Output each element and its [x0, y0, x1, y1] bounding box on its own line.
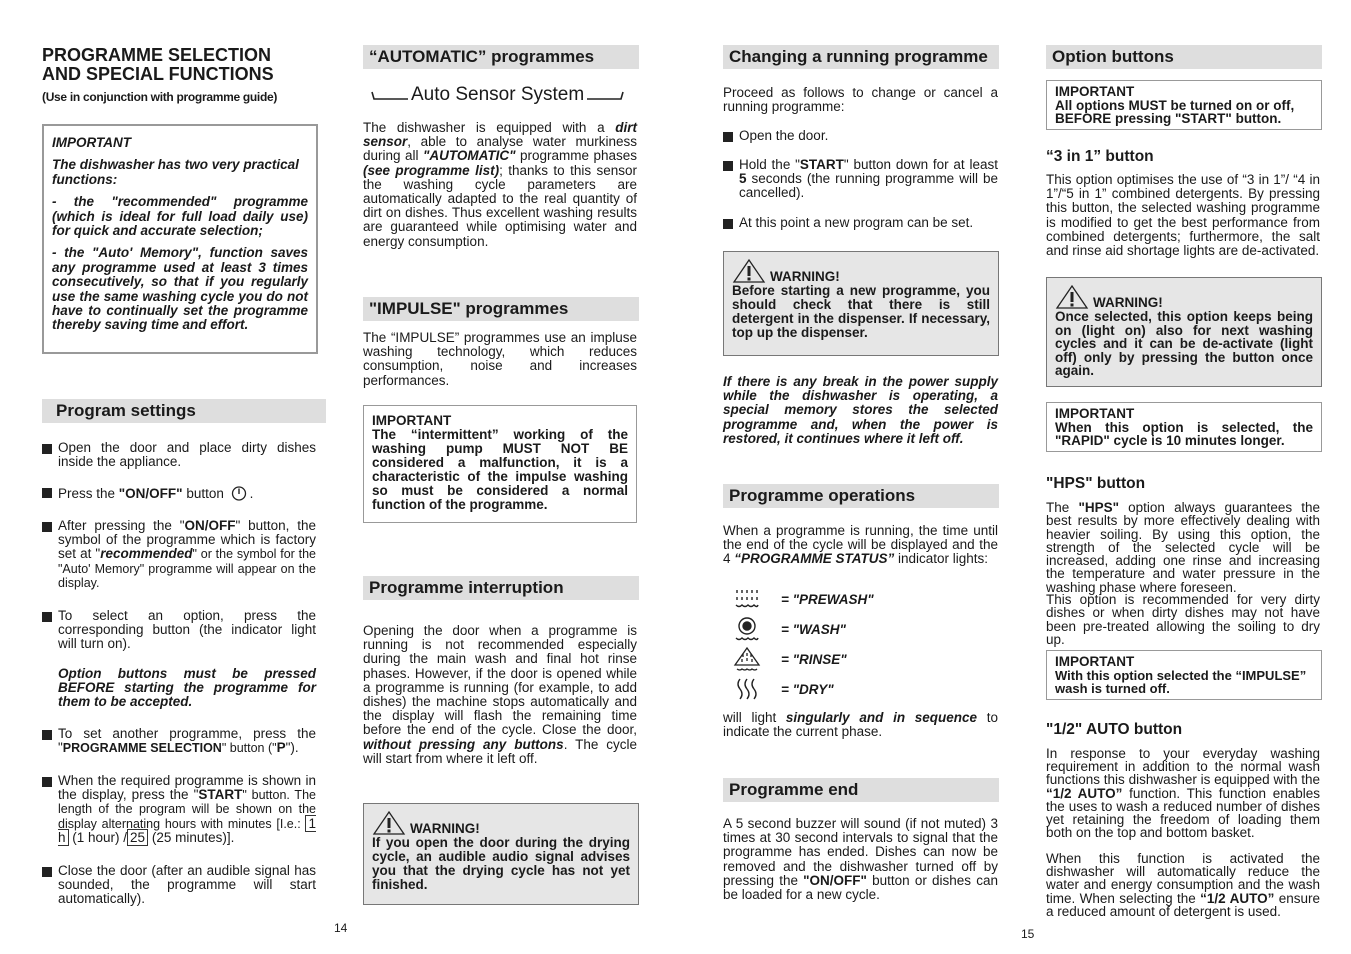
three-in-one-heading: “3 in 1” button [1046, 148, 1154, 165]
detergent-warning-box [723, 251, 999, 356]
ps-bullet-2: Press the "ON/OFF" button . [42, 485, 316, 504]
program-settings-heading: Program settings [42, 399, 326, 423]
status-row-prewash [733, 587, 874, 611]
impulse-off-important-text: With this option selected the “IMPULSE” wash is turned off. [1055, 667, 1307, 696]
impulse-important-box [363, 405, 637, 523]
rapid-important-heading: IMPORTANT [1055, 406, 1135, 421]
status-label-wash: = "WASH" [781, 621, 846, 637]
option-buttons-heading: Option buttons [1046, 45, 1322, 69]
detergent-warning-header [732, 258, 990, 284]
operations-heading: Programme operations [723, 484, 999, 508]
impulse-important-heading: IMPORTANT [372, 413, 452, 428]
automatic-heading: “AUTOMATIC” programmes [363, 45, 639, 69]
detergent-warning-text: Before starting a new programme, you should check that there is still detergent in the dispenser. If necessary, top up the dispenser. [732, 283, 990, 340]
impulse-important-text: The “intermittent” working of the washing pump MUST NOT BE considered a malfunction, it is a characteristic of the impulse washing so must be considered a normal function of the programme. [372, 427, 628, 512]
status-row-dry [733, 677, 834, 701]
changing-bullet-1: Open the door. [723, 129, 998, 143]
half-auto-paragraph-2: When this function is activated the dishwasher will automatically reduce the water and energy consumption and the wash time. When selecting the “1/2 AUTO” ensure a reduced amount of detergent is used. [1046, 851, 1320, 919]
changing-heading: Changing a running programme [723, 45, 999, 69]
logo-right-bracket [586, 88, 624, 102]
hps-paragraph: The "HPS" option always guarantees the best results by more effectively dealing with heavier soiling. By using this option, the strength of the selected cycle will be increased, adding one rinse and increasing the temperature and water pressure in the washing phase where foreseen. [1046, 500, 1321, 595]
ps-bullet-3: After pressing the "ON/OFF" button, the symbol of the programme which is factory set at "recommended" or the symbol for the "Auto' Memory" programme will appear on the display. [42, 519, 316, 590]
half-auto-heading: "1/2" AUTO button [1046, 721, 1183, 738]
auto-sensor-logo [371, 84, 624, 106]
hps-heading: "HPS" button [1046, 475, 1146, 492]
ps-bullet-1: Open the door and place dirty dishes inside the appliance. [42, 441, 316, 469]
hps-paragraph-2: This option is recommended for very dirty dishes or when dirty dishes may not have been pre-treated allowing the soiling to dry up. [1046, 592, 1320, 647]
page-subtitle: (Use in conjunction with programme guide) [42, 90, 278, 104]
page-number-left: 14 [334, 921, 348, 935]
ps-bullet-4: To select an option, press the corresponding button (the indicator light will turn on). [42, 609, 316, 652]
display-hours-sample: 1 h [58, 815, 316, 845]
impulse-off-important-heading: IMPORTANT [1055, 654, 1135, 669]
drying-warning-header [372, 810, 630, 836]
warning-icon [1055, 284, 1089, 310]
three-in-one-paragraph: This option optimises the use of “3 in 1”/ “4 in 1”/“5 in 1” combined detergents. By pressing this button, the selected washing programme is modified to get the best performance from combined detergents; furthermore, the salt and rinse aid shortage lights are de-activated. [1046, 172, 1320, 259]
ps-bullet-7: Close the door (after an audible signal has sounded, the programme will start automatically). [42, 864, 316, 907]
option-warning-box [1046, 277, 1322, 387]
important-box [42, 124, 318, 354]
status-label-rinse: = "RINSE" [781, 651, 847, 667]
options-important-box [1046, 80, 1322, 130]
options-important-heading: IMPORTANT [1055, 84, 1135, 99]
option-warning-text: Once selected, this option keeps being on (light on) also for next washing cycles and it can be de-activate (light off) only by pressing the button once again. [1055, 309, 1313, 378]
warning-icon [732, 258, 766, 284]
interruption-paragraph: Opening the door when a programme is running is not recommended especially during the main wash and final hot rinse phases. However, if the door is opened while a programme is running (for example, to add dishes) the machine stops automatically and the display will flash the remaining time before the end of the cycle. Close the door, without pressing any buttons. The cycle will start from where it left off. [363, 623, 638, 766]
ps-bullet-6: When the required programme is shown in the display, press the "START" button. The length of the program will be shown on the display alternating hours with minutes [I.e.: 1 h (1 hour) / 25 (25 minutes)]. [42, 774, 316, 845]
end-heading: Programme end [723, 778, 999, 802]
status-row-wash [733, 617, 846, 641]
drying-warning-heading: WARNING! [410, 821, 480, 836]
changing-paragraph: Proceed as follows to change or cancel a running programme: [723, 85, 998, 115]
page-title [42, 46, 274, 84]
rapid-important-box [1046, 402, 1322, 452]
page-title-line1: PROGRAMME SELECTION [42, 45, 272, 65]
auto-sensor-logo-text: Auto Sensor System [411, 84, 585, 105]
ps-bullet-5: To set another programme, press the "PROGRAMME SELECTION" button ("P"). [42, 727, 316, 755]
detergent-warning-heading: WARNING! [770, 269, 840, 284]
power-break-note: If there is any break in the power supply while the dishwasher is operating, a special memory stores the selected programme and, when the power is restored, it continues where it left off. [723, 374, 998, 446]
dry-icon [733, 677, 761, 701]
status-label-prewash: = "PREWASH" [781, 591, 874, 607]
automatic-paragraph: The dishwasher is equipped with a dirt sensor, able to analyse water murkiness during all "AUTOMATIC" programme phases (see programme list); thanks to this sensor the washing cycle parameters are automatically adapted to the real quantity of dirt on dishes. Thus excellent washing results are guaranteed while optimising water and energy consumption. [363, 120, 637, 249]
prewash-icon [733, 587, 761, 611]
important-p1: The dishwasher has two very practical functions: [52, 157, 299, 187]
rinse-icon [733, 647, 761, 671]
half-auto-paragraph: In response to your everyday washing requirement in addition to the normal wash functions this dishwasher is equipped with the “1/2 AUTO” function. This function enables the uses to wash a reduced number of dishes yet retaining the freedom of loading them both on the top and bottom basket. [1046, 746, 1320, 841]
page-number-right: 15 [1021, 927, 1035, 941]
changing-bullet-2: Hold the "START" button down for at least 5 seconds (the running programme will be cancelled). [723, 158, 998, 201]
status-paragraph: will light singularly and in sequence to indicate the current phase. [723, 710, 998, 740]
end-paragraph: A 5 second buzzer will sound (if not muted) 3 times at 30 second intervals to signal that the programme has ended. Dishes can now be removed and the dishwasher turned off by pressing the "ON/OFF" button or dishes can be loaded for a new cycle. [723, 816, 998, 903]
options-important-text: All options MUST be turned on or off, BEFORE pressing "START" button. [1055, 97, 1295, 126]
important-p3: - the "Auto' Memory", function saves any programme used at least 3 times consecutively, so that if you regularly use the same washing cycle you do not have to continually set the programme thereby saving time and effort. [52, 245, 308, 333]
operations-paragraph: When a programme is running, the time until the end of the cycle will be displayed and the 4 “PROGRAMME STATUS” indicator lights: [723, 523, 998, 567]
ps-note: Option buttons must be pressed BEFORE starting the programme for them to be accepted. [58, 666, 316, 710]
warning-icon [372, 810, 406, 836]
option-warning-header [1055, 284, 1313, 310]
drying-warning-box [363, 803, 639, 905]
option-warning-heading: WARNING! [1093, 295, 1163, 310]
page-title-line2: AND SPECIAL FUNCTIONS [42, 64, 274, 84]
impulse-off-important-box [1046, 650, 1322, 700]
wash-icon [733, 617, 761, 641]
drying-warning-text: If you open the door during the drying cycle, an audible audio signal advises you that the drying cycle has not yet finished. [372, 835, 630, 892]
important-heading: IMPORTANT [52, 135, 131, 150]
impulse-paragraph: The “IMPULSE” programmes use an impluse washing technology, which reduces consumption, noise and increases performances. [363, 330, 637, 388]
rapid-important-text: When this option is selected, the "RAPID" cycle is 10 minutes longer. [1055, 419, 1313, 448]
status-label-dry: = "DRY" [781, 681, 834, 697]
important-p2: - the "recommended" programme (which is ideal for full load daily use) for quick and accurate selection; [52, 194, 308, 239]
status-row-rinse [733, 647, 847, 671]
impulse-heading: "IMPULSE" programmes [363, 297, 639, 321]
logo-left-bracket [371, 88, 409, 102]
power-icon [231, 485, 247, 504]
changing-bullet-3: At this point a new program can be set. [723, 216, 998, 230]
interruption-heading: Programme interruption [363, 576, 639, 600]
display-minutes-sample: 25 [127, 829, 148, 846]
